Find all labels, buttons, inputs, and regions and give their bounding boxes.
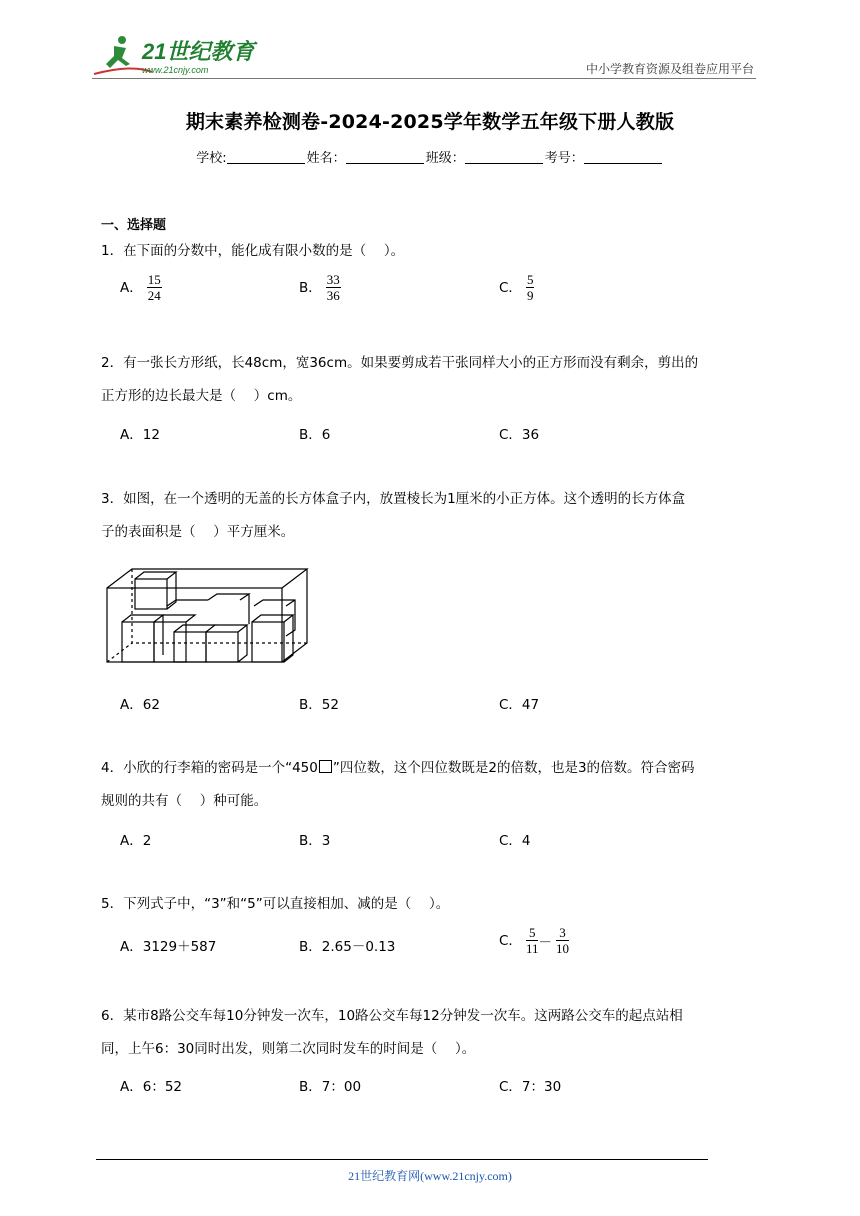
q6-option-a[interactable]: A．6：52: [120, 1079, 183, 1095]
q2-option-b[interactable]: B．6: [299, 427, 331, 443]
fraction: $\frac{33}{36}$: [326, 272, 340, 303]
exam-no-label: 考号：: [544, 151, 584, 166]
question-5: 5．下列式子中，“3”和“5”可以直接相加、减的是（ ）。: [101, 896, 450, 912]
q3-option-a[interactable]: A．62: [120, 697, 160, 713]
q4-option-b[interactable]: B．3: [299, 833, 331, 849]
q3-option-b[interactable]: B．52: [299, 697, 339, 713]
logo-text: 21世纪教育: [142, 39, 255, 64]
cuboid-box-figure: [104, 566, 314, 671]
name-blank[interactable]: [346, 151, 424, 164]
question-2: 2．有一张长方形纸，长48cm，宽36cm。如果要剪成若干张同样大小的正方形而没有剩余，剪出的 正方形的边长最大是（ ）cm。: [101, 355, 699, 404]
name-label: 姓名：: [306, 151, 346, 166]
fraction: $\frac{15}{24}$: [147, 272, 161, 303]
student-info-row: [0, 147, 860, 166]
question-1: [101, 235, 761, 268]
q4-option-a[interactable]: A．2: [120, 833, 152, 849]
footer-divider: [96, 1159, 708, 1160]
exam-no-blank[interactable]: [584, 151, 662, 164]
class-blank[interactable]: [465, 151, 543, 164]
q1-option-c[interactable]: C． $\frac{5}{9}$: [499, 272, 534, 303]
question-4: 4．小欣的行李箱的密码是一个“450 ”四位数，这个四位数既是2的倍数，也是3的倍数。符合密码 规则的共有（ ）种可能。: [101, 760, 695, 809]
question-text: 1．在下面的分数中，能化成有限小数的是（ ）。: [101, 243, 405, 259]
school-blank[interactable]: [227, 151, 305, 164]
q5-option-a[interactable]: A．3129＋587: [120, 939, 217, 955]
fraction: $\frac{5}{11}$: [525, 925, 539, 956]
q1-option-b[interactable]: B． $\frac{33}{36}$: [299, 272, 340, 303]
school-label: 学校:: [196, 151, 227, 166]
footer-link[interactable]: 21世纪教育网(www.21cnjy.com): [348, 1169, 512, 1183]
page-title: 期末素养检测卷-2024-2025学年数学五年级下册人教版: [185, 111, 675, 133]
q5-option-b[interactable]: B．2.65－0.13: [299, 939, 396, 955]
q1-option-a[interactable]: A． $\frac{15}{24}$: [120, 272, 161, 303]
q2-option-a[interactable]: A．12: [120, 427, 160, 443]
header-platform-text: 中小学教育资源及组卷应用平台: [585, 62, 754, 76]
class-label: 班级：: [425, 151, 465, 166]
blank-square-icon: [319, 760, 332, 773]
q6-option-c[interactable]: C．7：30: [499, 1079, 562, 1095]
fraction: $\frac{5}{9}$: [526, 272, 534, 303]
site-logo: [92, 34, 262, 78]
q5-option-c[interactable]: C． $\frac{5}{11}$ － $\frac{3}{10}$: [499, 925, 569, 956]
q4-option-c[interactable]: C．4: [499, 833, 531, 849]
logo-url: www.21cnjy.com: [142, 65, 209, 75]
q2-option-c[interactable]: C．36: [499, 427, 540, 443]
question-6: 6．某市8路公交车每10分钟发一次车，10路公交车每12分钟发一次车。这两路公交车的起点站相 同，上午6：30同时出发，则第二次同时发车的时间是（ ）。: [101, 1008, 683, 1057]
q6-option-b[interactable]: B．7：00: [299, 1079, 362, 1095]
fraction: $\frac{3}{10}$: [555, 925, 569, 956]
q3-option-c[interactable]: C．47: [499, 697, 540, 713]
runner-icon: [92, 34, 262, 78]
section-title: 一、选择题: [101, 218, 167, 233]
question-3: 3．如图，在一个透明的无盖的长方体盒子内，放置棱长为1厘米的小正方体。这个透明的长方体盒 子的表面积是（ ）平方厘米。: [101, 491, 686, 540]
header-divider: [92, 78, 756, 79]
